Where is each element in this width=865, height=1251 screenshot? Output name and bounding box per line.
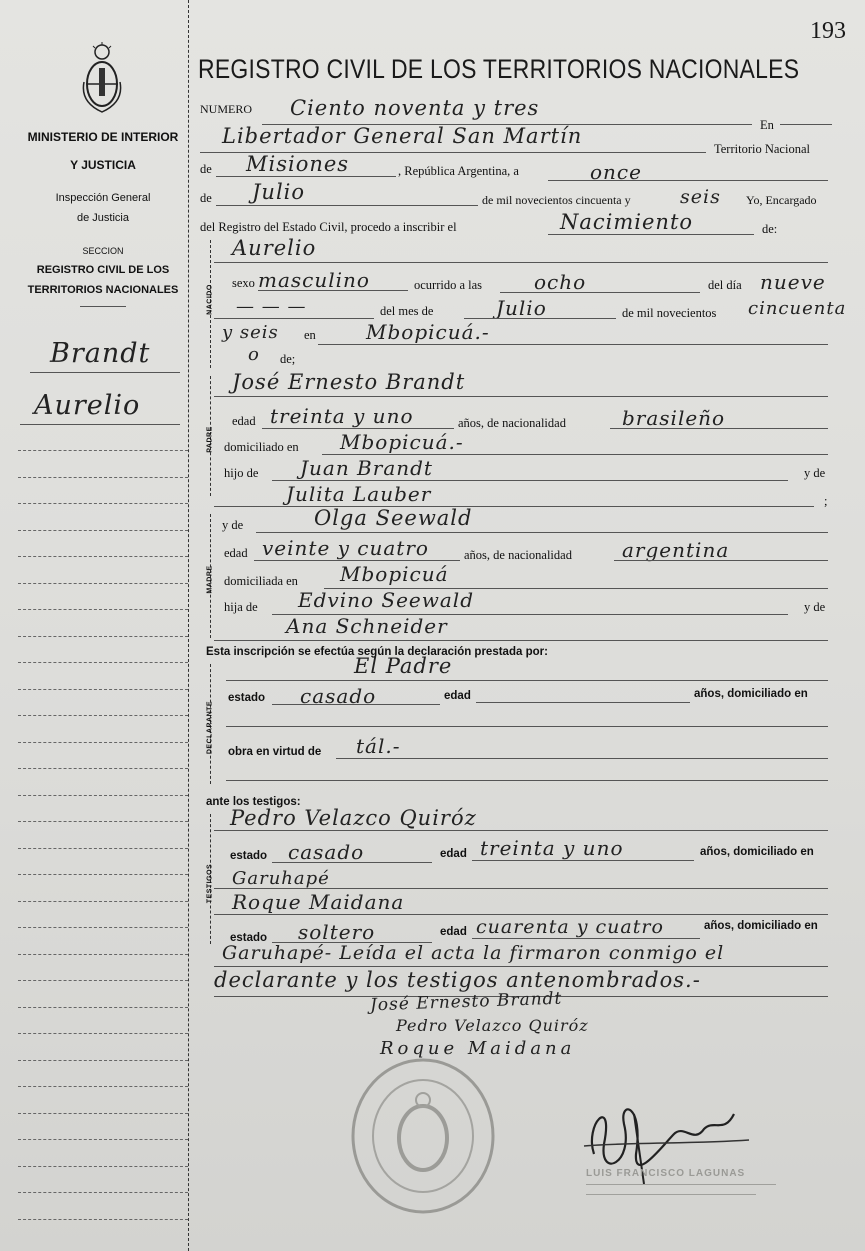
value-abuela-m: Ana Schneider bbox=[286, 614, 448, 638]
value-anio-nac-a: cincuenta bbox=[748, 298, 847, 319]
value-declarante: El Padre bbox=[354, 654, 453, 678]
value-t1-dom: Garuhapé bbox=[232, 868, 330, 889]
value-obra: tál.- bbox=[356, 734, 401, 758]
value-padre: José Ernesto Brandt bbox=[232, 370, 466, 394]
label-y-de-2: y de bbox=[222, 518, 244, 532]
margin-rule-line bbox=[18, 530, 188, 531]
value-abuelo-p: Juan Brandt bbox=[300, 456, 433, 480]
value-madre: Olga Seewald bbox=[314, 506, 473, 530]
value-madre-edad: veinte y cuatro bbox=[262, 536, 429, 560]
obra-line-2 bbox=[226, 780, 828, 781]
label-edad-padre: edad bbox=[232, 414, 256, 428]
value-dia-nac: nueve bbox=[760, 270, 826, 294]
label-obra: obra en virtud de bbox=[228, 746, 322, 758]
value-closing: declarante y los testigos antenombrados.- bbox=[214, 968, 701, 992]
obra-line bbox=[336, 758, 828, 759]
label-inscripcion: Esta inscripción se efectúa según la declaración prestada por: bbox=[206, 646, 548, 658]
ministry-line-3: Inspección General bbox=[55, 192, 151, 204]
stamp-underline bbox=[586, 1184, 776, 1185]
label-mil-nov: de mil novecientos bbox=[622, 306, 717, 320]
label-testigos: ante los testigos: bbox=[206, 796, 301, 808]
label-del-dia: del día bbox=[708, 278, 742, 292]
ministry-line-4: de Justicia bbox=[77, 212, 129, 224]
margin-rule-line bbox=[18, 795, 188, 796]
value-padre-dom: Mbopicuá.- bbox=[340, 430, 464, 454]
label-edad-t2: edad bbox=[440, 926, 467, 938]
margin-rule-line bbox=[18, 583, 188, 584]
label-sexo: sexo bbox=[232, 276, 255, 290]
margin-note-underline bbox=[30, 372, 180, 373]
label-anos-dom-t2: años, domiciliado en bbox=[704, 920, 818, 932]
testigo-2-line bbox=[214, 914, 828, 915]
testigo-1-line bbox=[214, 830, 828, 831]
label-de-4: de; bbox=[280, 352, 296, 366]
label-y-de-1: y de bbox=[804, 466, 826, 480]
padre-dom-line bbox=[322, 454, 828, 455]
margin-rule-line bbox=[18, 1113, 188, 1114]
sexo-line bbox=[258, 290, 408, 291]
value-t1-estado: casado bbox=[288, 840, 365, 864]
value-madre-nac: argentina bbox=[622, 538, 730, 562]
padre-line bbox=[214, 396, 828, 397]
margin-rule-line bbox=[18, 503, 188, 504]
label-anos-nac-padre: años, de nacionalidad bbox=[458, 416, 566, 430]
ministry-line-6: REGISTRO CIVIL DE LOS bbox=[36, 264, 170, 276]
label-del-mes: del mes de bbox=[380, 304, 434, 318]
side-label-nacido: NACIDO bbox=[206, 284, 214, 315]
side-label-padre: PADRE bbox=[206, 426, 214, 453]
label-en-2: en bbox=[304, 328, 316, 342]
stamp-underline-2 bbox=[586, 1194, 756, 1195]
margin-rule-line bbox=[18, 980, 188, 981]
label-edad-decl: edad bbox=[444, 690, 471, 702]
value-testigo-1: Pedro Velazco Quiróz bbox=[230, 806, 477, 830]
decl-estado-line bbox=[272, 704, 440, 705]
acto-line bbox=[548, 234, 754, 235]
margin-rule-line bbox=[18, 715, 188, 716]
label-anos-dom-t1: años, domiciliado en bbox=[700, 846, 814, 858]
value-anio-nac-b: y seis bbox=[222, 322, 279, 343]
ministry-line-5: SECCION bbox=[82, 246, 124, 256]
label-edad-t1: edad bbox=[440, 848, 467, 860]
madre-line bbox=[256, 532, 828, 533]
margin-rule-line bbox=[18, 768, 188, 769]
margin-rule-line bbox=[18, 1060, 188, 1061]
decl-edad-line bbox=[476, 702, 690, 703]
abuela-p-line bbox=[214, 506, 814, 507]
label-de-2: de bbox=[200, 191, 212, 205]
value-sexo: masculino bbox=[258, 268, 370, 292]
value-anio: seis bbox=[680, 186, 721, 208]
ministry-line-7: TERRITORIOS NACIONALES bbox=[27, 284, 179, 296]
label-edad-madre: edad bbox=[224, 546, 248, 560]
margin-given-name: Aurelio bbox=[34, 390, 141, 421]
t2-dom-line bbox=[214, 966, 828, 967]
value-t2-dom-text: Garuhapé- Leída el acta la firmaron conmigo el bbox=[222, 942, 725, 964]
abuelo-p-line bbox=[272, 480, 788, 481]
label-y-de-3: y de bbox=[804, 600, 826, 614]
ministry-line-2: Y JUSTICIA bbox=[70, 158, 136, 172]
value-padre-nac: brasileño bbox=[622, 406, 726, 430]
value-abuelo-m: Edvino Seewald bbox=[298, 588, 474, 612]
signature-testigo-2: Roque Maidana bbox=[380, 1038, 576, 1059]
label-estado-t1: estado bbox=[230, 850, 268, 862]
value-t2-edad: cuarenta y cuatro bbox=[476, 916, 664, 938]
lugar-nac-line bbox=[318, 344, 828, 345]
margin-rule-line bbox=[18, 1086, 188, 1087]
abuela-m-line bbox=[214, 640, 828, 641]
ministry-underline bbox=[80, 306, 126, 307]
value-lugar-nac: Mbopicuá.- bbox=[366, 320, 490, 344]
value-dia: once bbox=[590, 160, 642, 184]
ministry-line-1: MINISTERIO DE INTERIOR bbox=[27, 130, 179, 144]
side-label-madre: MADRE bbox=[206, 565, 214, 594]
value-numero: Ciento noventa y tres bbox=[290, 96, 540, 120]
label-estado-t2: estado bbox=[230, 932, 268, 944]
value-mes: Julio bbox=[252, 180, 306, 204]
margin-rule-line bbox=[18, 954, 188, 955]
mes-line bbox=[216, 205, 478, 206]
margin-rule-line bbox=[18, 662, 188, 663]
t2-edad-line bbox=[472, 938, 700, 939]
value-acto: Nacimiento bbox=[560, 210, 694, 234]
label-republica: , República Argentina, a bbox=[398, 164, 519, 178]
label-hijo-de: hijo de bbox=[224, 466, 259, 480]
value-blank: — — — bbox=[236, 296, 307, 317]
value-nombre: Aurelio bbox=[232, 236, 317, 260]
label-de-3: de: bbox=[762, 222, 778, 236]
value-mes-nac: Julio bbox=[496, 296, 547, 320]
signature-testigo-1: Pedro Velazco Quiróz bbox=[396, 1016, 589, 1035]
margin-rule-line bbox=[18, 689, 188, 690]
margin-note-underline bbox=[20, 424, 180, 425]
madre-edad-line bbox=[254, 560, 460, 561]
margin-rule-line bbox=[18, 636, 188, 637]
margin-rule-line bbox=[18, 1007, 188, 1008]
hora-line bbox=[500, 292, 700, 293]
document-title: REGISTRO CIVIL DE LOS TERRITORIOS NACIONALES bbox=[198, 54, 800, 84]
margin-rule-line bbox=[18, 848, 188, 849]
margin-rule-line bbox=[18, 742, 188, 743]
margin-rule-line bbox=[18, 450, 188, 451]
madre-nac-line bbox=[614, 560, 828, 561]
label-anos-nac-madre: años, de nacionalidad bbox=[464, 548, 572, 562]
territorio-line bbox=[216, 176, 396, 177]
official-signature bbox=[574, 1084, 764, 1199]
value-madre-dom: Mbopicuá bbox=[340, 562, 449, 586]
value-padre-edad: treinta y uno bbox=[270, 404, 414, 428]
margin-rule-line bbox=[18, 1139, 188, 1140]
value-decl-estado: casado bbox=[300, 684, 377, 708]
label-anos-dom-decl: años, domiciliado en bbox=[694, 688, 808, 700]
label-de-1: de bbox=[200, 162, 212, 176]
margin-rule-line bbox=[18, 927, 188, 928]
margin-rule-line bbox=[18, 1033, 188, 1034]
margin-rule-line bbox=[18, 1166, 188, 1167]
value-t2-estado: soltero bbox=[298, 920, 376, 944]
t1-dom-line bbox=[214, 888, 828, 889]
value-lugar: Libertador General San Martín bbox=[222, 124, 583, 148]
official-name-stamp: LUIS FRANCISCO LAGUNAS bbox=[586, 1168, 746, 1179]
label-en: En bbox=[760, 118, 774, 132]
declarante-line bbox=[226, 680, 828, 681]
margin-rule-line bbox=[18, 1192, 188, 1193]
label-del-registro: del Registro del Estado Civil, procedo a inscribir el bbox=[200, 220, 457, 234]
t1-estado-line bbox=[272, 862, 432, 863]
label-estado-decl: estado bbox=[228, 692, 266, 704]
value-hij-suffix: o bbox=[248, 344, 260, 365]
dia-line bbox=[548, 180, 828, 181]
signature-padre: José Ernesto Brandt bbox=[369, 988, 563, 1016]
margin-rule-line bbox=[18, 901, 188, 902]
label-yo-encargado: Yo, Encargado bbox=[746, 193, 817, 207]
page-number: 193 bbox=[810, 18, 846, 44]
nombre-line bbox=[214, 262, 828, 263]
value-abuela-p: Julita Lauber bbox=[286, 482, 432, 506]
margin-surname: Brandt bbox=[50, 338, 151, 369]
value-hora: ocho bbox=[534, 270, 587, 294]
side-label-declarante: DECLARANTE bbox=[206, 700, 214, 755]
margin-separator bbox=[188, 0, 189, 1251]
label-domiciliado-padre: domiciliado en bbox=[224, 440, 299, 454]
label-mil-nov-cinc: de mil novecientos cincuenta y bbox=[482, 193, 631, 207]
label-numero: NUMERO bbox=[200, 102, 253, 116]
margin-rule-line bbox=[18, 609, 188, 610]
decl-dom-line bbox=[226, 726, 828, 727]
margin-rule-line bbox=[18, 1219, 188, 1220]
label-domiciliada: domiciliada en bbox=[224, 574, 298, 588]
side-label-testigos: TESTIGOS bbox=[206, 863, 214, 904]
label-hija-de: hija de bbox=[224, 600, 258, 614]
t1-edad-line bbox=[472, 860, 694, 861]
label-semicolon: ; bbox=[824, 494, 828, 508]
label-ocurrido: ocurrido a las bbox=[414, 278, 483, 292]
margin-rule-line bbox=[18, 477, 188, 478]
mes-nac-line bbox=[464, 318, 616, 319]
en-line bbox=[780, 124, 832, 125]
margin-rule-line bbox=[18, 821, 188, 822]
value-testigo-2: Roque Maidana bbox=[232, 890, 405, 914]
margin-rule-line bbox=[18, 556, 188, 557]
coat-of-arms-emblem bbox=[80, 42, 124, 119]
value-t1-edad: treinta y uno bbox=[480, 836, 624, 860]
margin-rule-line bbox=[18, 874, 188, 875]
value-territorio: Misiones bbox=[246, 152, 350, 176]
padre-nac-line bbox=[610, 428, 828, 429]
official-seal bbox=[348, 1056, 498, 1221]
blank-line bbox=[214, 318, 374, 319]
label-territorio: Territorio Nacional bbox=[714, 142, 810, 156]
padre-edad-line bbox=[262, 428, 454, 429]
